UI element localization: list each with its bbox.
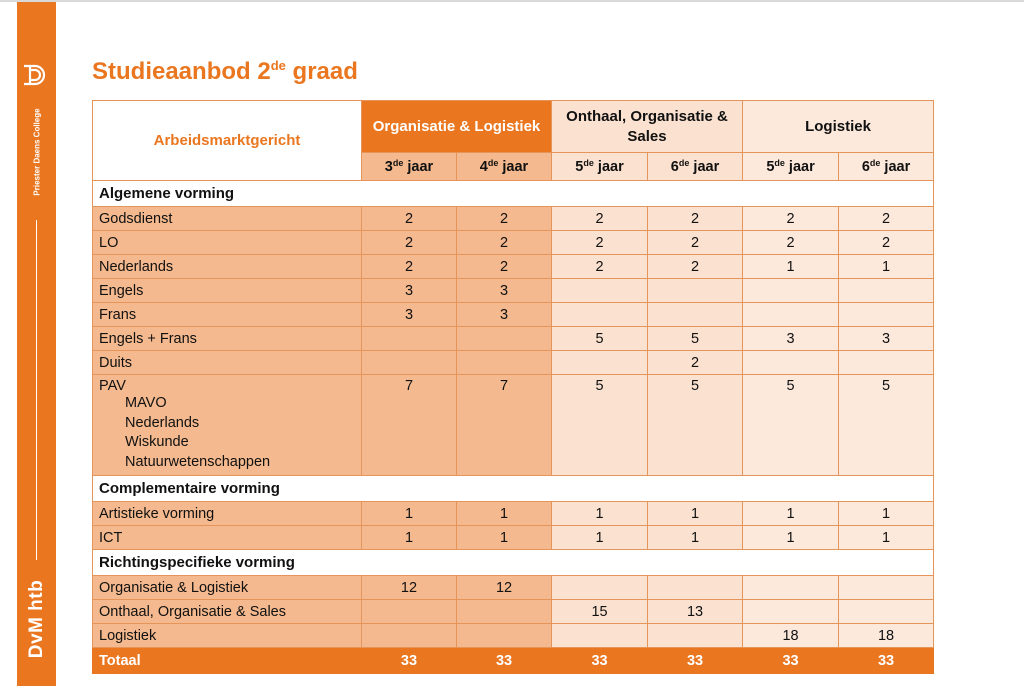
table-cell: 2	[457, 255, 552, 279]
row-label: Godsdienst	[93, 207, 362, 231]
table-cell	[743, 303, 839, 327]
top-divider	[0, 0, 1024, 2]
year-header: 4de jaar	[457, 153, 552, 181]
table-cell: 18	[839, 624, 934, 648]
table-cell	[839, 600, 934, 624]
table-cell: 3	[457, 303, 552, 327]
table-cell	[839, 351, 934, 375]
table-cell	[648, 576, 743, 600]
table-cell	[457, 327, 552, 351]
year-header: 6de jaar	[648, 153, 743, 181]
table-cell	[457, 624, 552, 648]
table-cell: 5	[743, 375, 839, 476]
section-title: Algemene vorming	[93, 181, 934, 207]
group-header: Organisatie & Logistiek	[362, 101, 552, 153]
table-cell: 13	[648, 600, 743, 624]
table-cell: 5	[552, 375, 648, 476]
table-cell: 1	[839, 502, 934, 526]
table-cell: 3	[362, 279, 457, 303]
table-cell: 7	[457, 375, 552, 476]
table-cell	[743, 576, 839, 600]
total-cell: 33	[743, 648, 839, 674]
row-label-group	[93, 375, 362, 476]
table-cell: 2	[743, 231, 839, 255]
table-cell	[552, 303, 648, 327]
table-cell: 2	[457, 207, 552, 231]
table-cell: 5	[552, 327, 648, 351]
table-row	[93, 207, 934, 231]
table-cell	[552, 351, 648, 375]
year-header: 6de jaar	[839, 153, 934, 181]
table-cell: 7	[362, 375, 457, 476]
table-cell: 1	[362, 526, 457, 550]
row-label: Onthaal, Organisatie & Sales	[93, 600, 362, 624]
total-row	[93, 648, 934, 674]
table-row	[93, 526, 934, 550]
table-cell: 2	[362, 255, 457, 279]
sidebar-divider	[36, 220, 37, 560]
table-cell: 12	[362, 576, 457, 600]
table-cell	[839, 279, 934, 303]
table-cell: 2	[362, 207, 457, 231]
corner-label: Arbeidsmarktgericht	[93, 101, 362, 181]
table-cell: 12	[457, 576, 552, 600]
table-cell	[457, 600, 552, 624]
row-label: Logistiek	[93, 624, 362, 648]
row-label: Engels + Frans	[93, 327, 362, 351]
year-header: 5de jaar	[743, 153, 839, 181]
page-title: Studieaanbod 2de graad	[92, 58, 358, 85]
table-row	[93, 327, 934, 351]
table-cell	[552, 624, 648, 648]
row-label: Frans	[93, 303, 362, 327]
table-row	[93, 303, 934, 327]
table-row	[93, 255, 934, 279]
group-header: Onthaal, Organisatie & Sales	[552, 101, 743, 153]
table-cell: 3	[743, 327, 839, 351]
table-cell: 3	[457, 279, 552, 303]
table-cell	[552, 279, 648, 303]
table-cell	[552, 576, 648, 600]
table-row	[93, 502, 934, 526]
table-cell	[839, 576, 934, 600]
table-cell: 1	[457, 502, 552, 526]
table-cell: 5	[839, 375, 934, 476]
table-cell: 1	[839, 255, 934, 279]
table-cell	[743, 351, 839, 375]
table-cell: 1	[362, 502, 457, 526]
school-name: Priester Daens College	[32, 108, 42, 196]
table-cell	[362, 624, 457, 648]
table-cell	[362, 327, 457, 351]
group-header: Logistiek	[743, 101, 934, 153]
total-label: Totaal	[93, 648, 362, 674]
section-row	[93, 550, 934, 576]
row-label: PAV	[99, 378, 126, 394]
table-cell: 5	[648, 327, 743, 351]
brand-name: DvM htb	[26, 579, 47, 659]
sidebar	[17, 2, 56, 686]
table-cell: 3	[362, 303, 457, 327]
header-row	[93, 101, 934, 153]
table-cell: 1	[743, 526, 839, 550]
section-row	[93, 476, 934, 502]
table-cell	[839, 303, 934, 327]
row-label: LO	[93, 231, 362, 255]
table-cell: 1	[552, 502, 648, 526]
row-label: Artistieke vorming	[93, 502, 362, 526]
row-label: Organisatie & Logistiek	[93, 576, 362, 600]
table-cell: 2	[839, 231, 934, 255]
table-cell: 2	[362, 231, 457, 255]
sub-label: Wiskunde	[125, 434, 189, 450]
table-cell: 15	[552, 600, 648, 624]
table-row	[93, 351, 934, 375]
table-cell	[648, 279, 743, 303]
dd-monogram-icon	[19, 60, 49, 90]
total-cell: 33	[839, 648, 934, 674]
total-cell: 33	[457, 648, 552, 674]
table-cell: 2	[743, 207, 839, 231]
section-title: Complementaire vorming	[93, 476, 934, 502]
total-cell: 33	[648, 648, 743, 674]
table-cell: 1	[648, 502, 743, 526]
table-cell	[648, 303, 743, 327]
table-cell: 2	[457, 231, 552, 255]
study-table	[92, 100, 934, 674]
table-cell: 1	[552, 526, 648, 550]
table-row	[93, 279, 934, 303]
sub-label: MAVO	[125, 395, 167, 411]
table-cell: 2	[552, 231, 648, 255]
table-cell: 3	[839, 327, 934, 351]
row-label: Engels	[93, 279, 362, 303]
table-cell	[648, 624, 743, 648]
table-row	[93, 231, 934, 255]
table-cell: 1	[648, 526, 743, 550]
row-label: Duits	[93, 351, 362, 375]
year-header: 5de jaar	[552, 153, 648, 181]
table-cell: 2	[552, 207, 648, 231]
sub-label: Natuurwetenschappen	[125, 453, 271, 470]
table-cell: 2	[648, 351, 743, 375]
table-cell	[362, 351, 457, 375]
table-cell	[362, 600, 457, 624]
table-cell	[743, 600, 839, 624]
table-cell: 1	[743, 255, 839, 279]
table-cell: 18	[743, 624, 839, 648]
table-cell	[457, 351, 552, 375]
table-cell: 2	[552, 255, 648, 279]
table-cell: 2	[648, 207, 743, 231]
table-cell: 1	[839, 526, 934, 550]
total-cell: 33	[552, 648, 648, 674]
section-title: Richtingspecifieke vorming	[93, 550, 934, 576]
table-row	[93, 375, 934, 476]
section-row	[93, 181, 934, 207]
table-cell: 2	[648, 231, 743, 255]
table-row	[93, 600, 934, 624]
table-cell: 2	[648, 255, 743, 279]
total-cell: 33	[362, 648, 457, 674]
row-label: Nederlands	[93, 255, 362, 279]
table-cell: 2	[839, 207, 934, 231]
table-cell: 1	[457, 526, 552, 550]
row-label: ICT	[93, 526, 362, 550]
table-cell: 1	[743, 502, 839, 526]
table-cell: 5	[648, 375, 743, 476]
table-row	[93, 624, 934, 648]
table-cell	[743, 279, 839, 303]
sub-label: Nederlands	[125, 414, 200, 431]
table-row	[93, 576, 934, 600]
year-header: 3de jaar	[362, 153, 457, 181]
